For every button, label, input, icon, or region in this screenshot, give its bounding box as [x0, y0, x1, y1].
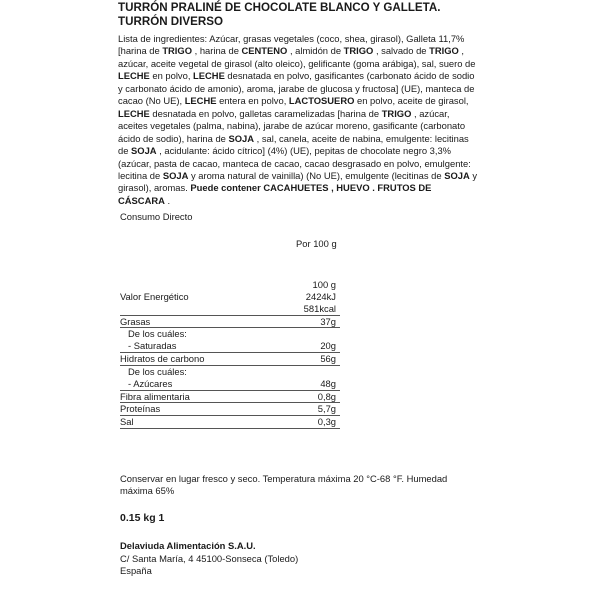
- ingredient-text: entera en polvo,: [216, 95, 289, 107]
- ingredient-text: , sal, canela, aceite de nabina, emulgente: lecitinas de: [118, 132, 469, 157]
- nutrition-row: [120, 279, 340, 291]
- nutrition-value: 2424kJ: [305, 290, 336, 302]
- ingredient-text: Lista de ingredientes: Azúcar, grasas vegetales (coco, shea, girasol), Galleta 11,7% [harina de: [118, 33, 465, 57]
- ingredient-text: , acidulante: ácido cítrico] (4%) (UE), pepitas de chocolate negro 3,3% (azúcar, pasta de cacao, manteca de cacao, cacao desgrasado en polvo, emulgente: lecitina de: [118, 145, 471, 181]
- nutrition-label: Grasas: [120, 315, 151, 327]
- nutrition-value: 0,8g: [317, 390, 336, 402]
- ingredient-text: , azúcar, aceite vegetal de girasol (alto oleico), gelificante (goma arábiga), sal, suero de: [118, 45, 476, 69]
- nutrition-value: 37g: [320, 315, 336, 327]
- company-name: Delaviuda Alimentación S.A.U.: [120, 540, 256, 551]
- company-address: C/ Santa María, 4 45100-Sonseca (Toledo): [120, 552, 299, 564]
- ingredient-text: .: [164, 194, 171, 206]
- nutrition-row: [120, 303, 340, 316]
- ingredient-text: en polvo, aceite de girasol,: [354, 95, 469, 107]
- product-title: [118, 1, 478, 28]
- company-country: España: [120, 565, 152, 576]
- per-100g-header: Por 100 g: [296, 238, 337, 249]
- ingredient-text: desnatada en polvo, gasificantes (carbonato ácido de sodio y carbonato ácido de amonio), aroma, jarabe de glucosa y fructosa] (UE), manteca de cacao (No UE),: [118, 70, 475, 107]
- storage-instructions: Conservar en lugar fresco y seco. Temperatura máxima 20 °C-68 °F. Humedad máxima 65%: [120, 473, 448, 497]
- ingredient-allergen: SOJA: [131, 145, 157, 157]
- ingredient-allergen: SOJA: [444, 169, 470, 181]
- nutrition-row: [120, 403, 340, 416]
- nutrition-value: 0,3g: [317, 416, 336, 428]
- product-title-line1: TURRÓN PRALINÉ DE CHOCOLATE BLANCO Y GALLETA.: [118, 1, 441, 14]
- nutrition-value: 581kcal: [303, 302, 336, 314]
- ingredient-allergen: LACTOSUERO: [288, 95, 355, 107]
- ingredient-allergen: LECHE: [184, 95, 217, 107]
- ingredient-text: desnatada en polvo, galletas caramelizadas [harina de: [149, 107, 382, 119]
- ingredient-allergen: TRIGO: [381, 107, 412, 119]
- ingredient-text: , almidón de: [287, 45, 344, 57]
- nutrition-row: [120, 291, 340, 303]
- ingredient-text: y girasol), aromas.: [118, 169, 478, 194]
- nutrition-label: - Azúcares: [128, 377, 173, 389]
- nutrition-row: [120, 416, 340, 429]
- ingredient-allergen: SOJA: [162, 169, 189, 181]
- ingredient-text: y aroma natural de vainilla) (No UE), emulgente (lecitinas de: [188, 169, 445, 181]
- nutrition-value: 20g: [320, 340, 336, 352]
- consumption-note: Consumo Directo: [120, 211, 193, 222]
- ingredient-allergen: CENTENO: [241, 45, 288, 57]
- nutrition-row: [120, 391, 340, 404]
- net-weight: 0.15 kg 1: [120, 512, 165, 524]
- ingredient-allergen: LECHE: [193, 70, 225, 82]
- ingredient-allergen: TRIGO: [429, 45, 459, 57]
- ingredient-text: , harina de: [192, 45, 242, 57]
- nutrition-row: [120, 378, 340, 391]
- ingredients-list: [118, 33, 478, 207]
- ingredient-allergen: TRIGO: [162, 45, 192, 57]
- nutrition-value: 100 g: [312, 279, 336, 290]
- nutrition-value: 56g: [320, 353, 336, 365]
- nutrition-label: Hidratos de carbono: [120, 353, 205, 365]
- ingredient-allergen: LECHE: [118, 107, 150, 119]
- nutrition-row: [120, 328, 340, 340]
- ingredient-allergen: SOJA: [228, 132, 255, 144]
- nutrition-label: - Saturadas: [128, 340, 177, 352]
- ingredient-allergen: LECHE: [118, 70, 150, 82]
- nutrition-value: 5,7g: [317, 403, 336, 415]
- product-title-line2: TURRÓN DIVERSO: [118, 14, 223, 28]
- ingredient-text: , salvado de: [373, 45, 430, 57]
- nutrition-row: [120, 340, 340, 353]
- ingredient-text: en polvo,: [149, 70, 194, 82]
- nutrition-label: Valor Energético: [120, 290, 189, 302]
- nutrition-label: Proteínas: [120, 403, 161, 415]
- ingredient-text: , azúcar, aceites vegetales (palma, nabina), jarabe de azúcar moreno, gasificante (carbonato ácido de sodio), harina de: [118, 107, 466, 144]
- company-info: [120, 540, 298, 578]
- nutrition-table: [120, 279, 340, 429]
- nutrition-label: Sal: [120, 416, 134, 428]
- nutrition-value: 48g: [320, 377, 336, 389]
- ingredient-allergen: TRIGO: [343, 45, 374, 57]
- nutrition-label: De los cuáles:: [128, 365, 187, 377]
- nutrition-row: [120, 316, 340, 329]
- nutrition-row: [120, 366, 340, 378]
- ingredient-allergen: Puede contener CACAHUETES , HUEVO . FRUTOS DE CÁSCARA: [118, 182, 432, 206]
- nutrition-label: De los cuáles:: [128, 328, 187, 340]
- nutrition-row: [120, 353, 340, 366]
- nutrition-label: Fibra alimentaria: [120, 390, 190, 402]
